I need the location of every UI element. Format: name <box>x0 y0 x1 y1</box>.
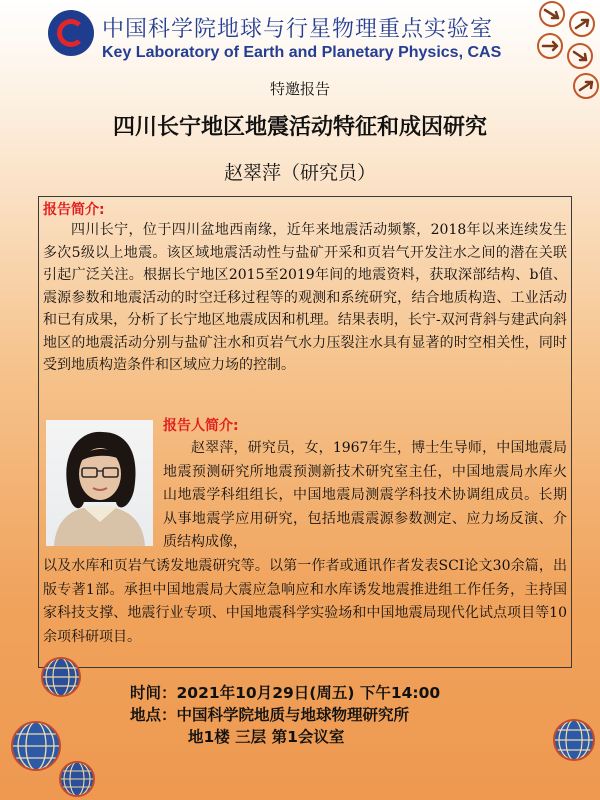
globe-icon <box>10 720 62 772</box>
abstract-heading: 报告简介: <box>43 202 105 218</box>
speaker-photo <box>46 420 153 546</box>
place-line-1: 地点：中国科学院地质与地球物理研究所 <box>130 706 410 724</box>
lab-name-en: Key Laboratory of Earth and Planetary Physics, CAS <box>102 44 502 61</box>
event-type-label: 特邀报告 <box>269 80 330 98</box>
bio-text-beside-photo: 赵翠萍，研究员，女，1967年生，博士生导师，中国地震局地震预测研究所地震预测新技术研究室主任，中国地震局水库火山地震学科组组长，中国地震局测震学科技术协调组成员。长期从事地震学应用研究，包括地震震源参数测定、应力场反演、介质结构成像， <box>163 440 567 550</box>
content-box <box>38 196 572 668</box>
bio-text-below-photo: 以及水库和页岩气诱发地震研究等。以第一作者或通讯作者发表SCI论文30余篇，出版专著1部。承担中国地震局大震应急响应和水库诱发地震推进组工作任务，主持国家科技支撑、地震行业专项、中国地震科学实验场和中国地震局现代化试点项目等10余项科研项目。 <box>43 558 567 645</box>
place-line-2: 地1楼 三层 第1会议室 <box>188 728 345 746</box>
talk-title: 四川长宁地区地震活动特征和成因研究 <box>112 115 487 140</box>
time-line: 时间：2021年10月29日(周五) 下午14:00 <box>130 684 441 702</box>
globe-icon <box>552 718 596 762</box>
abstract-text: 四川长宁，位于四川盆地西南缘，近年来地震活动频繁，2018年以来连续发生多次5级以上地震。该区域地震活动性与盐矿开采和页岩气开发注水之间的潜在关联引起广泛关注。根据长宁地区2015至2019年间的地震资料，获取深部结构、b值、震源参数和地震活动的时空迁移过程等的观测和系统研究，结合地质构造、工业活动和已有成果，分析了长宁地区地震成因和机理。结果表明，长宁-双河背斜与建武向斜地区的地震活动分别与盐矿注水和页岩气水力压裂注水具有显著的时空相关性，同时受到地质构造条件和区域应力场的控制。 <box>43 222 567 373</box>
bio-heading: 报告人简介: <box>163 418 239 434</box>
lab-name-cn: 中国科学院地球与行星物理重点实验室 <box>102 17 494 42</box>
globe-icon <box>40 656 82 698</box>
speaker-name: 赵翠萍（研究员） <box>223 162 376 184</box>
institute-logo-icon <box>48 10 94 56</box>
globe-icon <box>58 760 96 798</box>
